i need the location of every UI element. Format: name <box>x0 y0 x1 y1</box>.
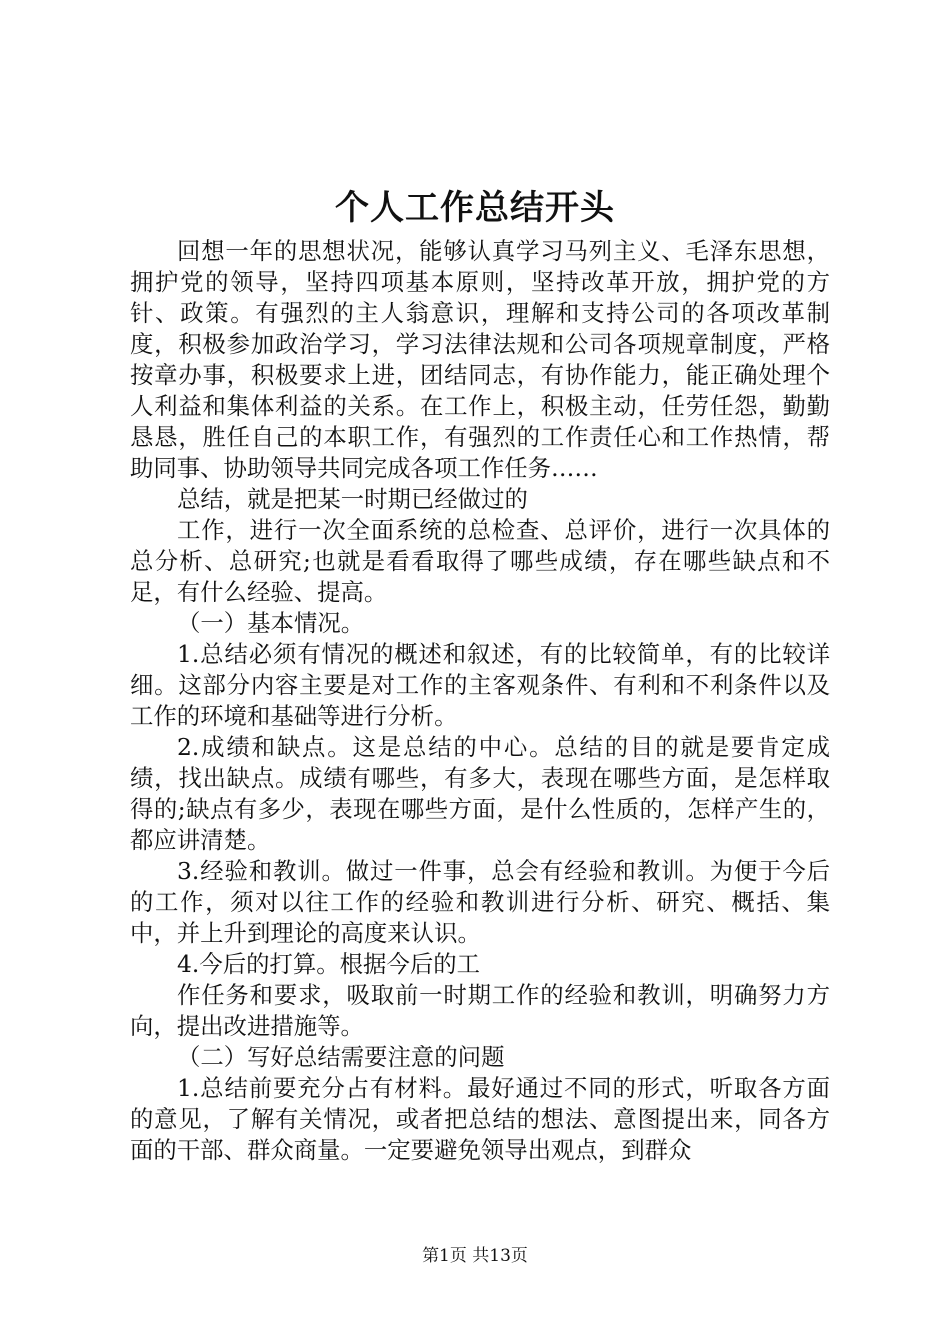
section-heading-basic-situation: （一）基本情况。 <box>177 609 365 637</box>
paragraph-intro: 回想一年的思想状况，能够认真学习马列主义、毛泽东思想，拥护党的领导，坚持四项基本原则，坚持改革开放，拥护党的方针、政策。有强烈的主人翁意识，理解和支持公司的各项改革制度，积极参加政治学习，学习法律法规和公司各项规章制度，严格按章办事，积极要求上进，团结同志，有协作能力，能正确处理个人利益和集体利益的关系。在工作上，积极主动，任劳任怨，勤勤恳恳，胜任自己的本职工作，有强烈的工作责任心和工作热情，帮助同事、协助领导共同完成各项工作任务…… <box>130 237 830 482</box>
paragraph-item-1: 1.总结必须有情况的概述和叙述，有的比较简单，有的比较详细。这部分内容主要是对工作的主客观条件、有利和不利条件以及工作的环境和基础等进行分析。 <box>130 640 830 730</box>
paragraph-note-1: 1.总结前要充分占有材料。最好通过不同的形式，听取各方面的意见，了解有关情况，或者把总结的想法、意图提出来，同各方面的干部、群众商量。一定要避免领导出观点，到群众 <box>130 1074 830 1164</box>
page-footer: 第1页 共13页 <box>422 1246 528 1266</box>
section-heading-notes: （二）写好总结需要注意的问题 <box>177 1043 505 1071</box>
document-title: 个人工作总结开头 <box>335 188 615 228</box>
paragraph-item-4: 4.今后的打算。根据今后的工 <box>177 950 481 978</box>
paragraph-summary-definition-cont: 工作，进行一次全面系统的总检查、总评价，进行一次具体的总分析、总研究;也就是看看取得了哪些成绩，存在哪些缺点和不足，有什么经验、提高。 <box>130 516 830 606</box>
paragraph-summary-definition: 总结，就是把某一时期已经做过的 <box>177 485 528 513</box>
paragraph-item-4-cont: 作任务和要求，吸取前一时期工作的经验和教训，明确努力方向，提出改进措施等。 <box>130 981 830 1040</box>
document-body <box>130 236 830 1166</box>
paragraph-item-3: 3.经验和教训。做过一件事，总会有经验和教训。为便于今后的工作，须对以往工作的经验和教训进行分析、研究、概括、集中，并上升到理论的高度来认识。 <box>130 857 830 947</box>
paragraph-item-2: 2.成绩和缺点。这是总结的中心。总结的目的就是要肯定成绩，找出缺点。成绩有哪些，有多大，表现在哪些方面，是怎样取得的;缺点有多少，表现在哪些方面，是什么性质的，怎样产生的，都应讲清楚。 <box>130 733 830 854</box>
